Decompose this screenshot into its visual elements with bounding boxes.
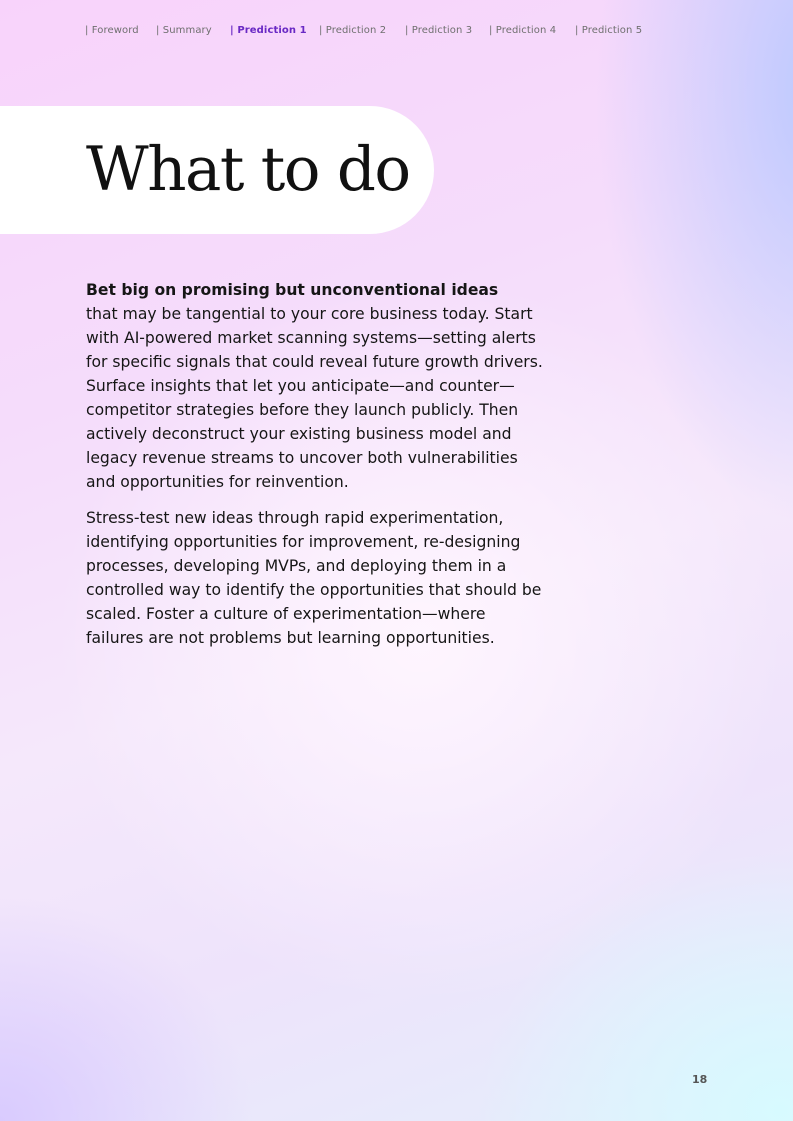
nav-link-foreword[interactable]: | Foreword bbox=[85, 25, 139, 36]
paragraph-1 bbox=[86, 278, 546, 494]
nav-link-prediction-3[interactable]: | Prediction 3 bbox=[405, 25, 473, 36]
lead-heading: Bet big on promising but unconventional ideas bbox=[86, 281, 499, 299]
paragraph-2: Stress-test new ideas through rapid experimentation, identifying opportunities for improvement, re-designing processes, developing MVPs, and deploying them in a controlled way to identify the opportunities that should be scaled. Foster a culture of experimentation—where failures are not problems but learning opportunities. bbox=[86, 509, 542, 647]
nav-link-prediction-4[interactable]: | Prediction 4 bbox=[489, 25, 557, 36]
nav-link-prediction-5[interactable]: | Prediction 5 bbox=[575, 25, 643, 36]
nav-link-summary[interactable]: | Summary bbox=[156, 25, 212, 36]
nav-link-prediction-1[interactable]: | Prediction 1 bbox=[230, 25, 307, 36]
nav-link-prediction-2[interactable]: | Prediction 2 bbox=[319, 25, 387, 36]
page-number: 18 bbox=[692, 1073, 708, 1086]
body-content bbox=[86, 278, 546, 662]
paragraph-1-text: that may be tangential to your core business today. Start with AI-powered market scanning systems—setting alerts for specific signals that could reveal future growth drivers. Surface insights that let you anticipate—and counter—competitor strategies before they launch publicly. Then actively deconstruct your existing business model and legacy revenue streams to uncover both vulnerabilities and opportunities for reinvention. bbox=[86, 305, 543, 491]
page-title: What to do bbox=[86, 134, 410, 205]
top-navigation bbox=[85, 25, 685, 39]
